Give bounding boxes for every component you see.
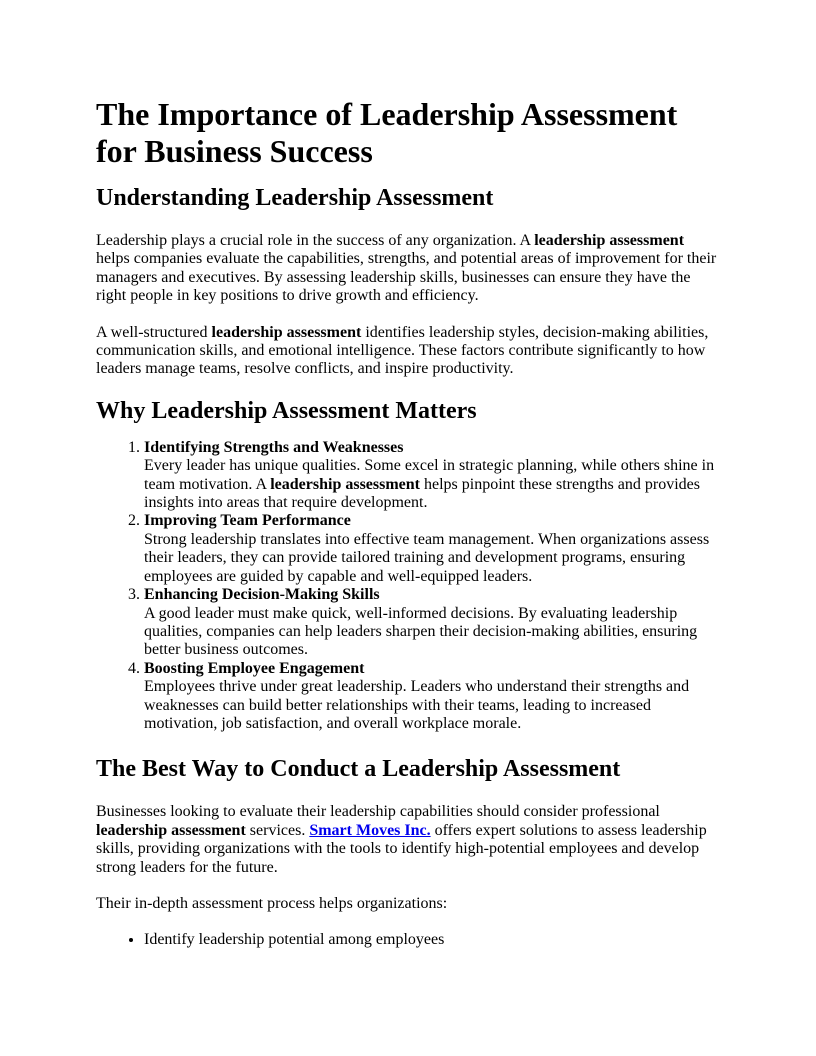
list-item-body: Employees thrive under great leadership. Leaders who understand their strengths and weaknesses can build better relationships with their teams, leading to increased motivation, job satisfaction, and overall workplace morale. xyxy=(144,678,690,732)
list-item-title: 1. Identifying Strengths and Weaknesses xyxy=(144,438,404,456)
paragraph-intro xyxy=(96,232,720,306)
list-item xyxy=(144,660,720,734)
list-item-body: A good leader must make quick, well-informed decisions. By evaluating leadership qualities, companies can help leaders sharpen their decision-making abilities, ensuring better business outcomes. xyxy=(144,604,698,659)
list-item-title: 3. Enhancing Decision-Making Skills xyxy=(144,586,380,604)
reasons-list xyxy=(96,439,720,734)
page-title: The Importance of Leadership Assessment for Business Success xyxy=(96,96,678,169)
list-item-title: 2. Improving Team Performance xyxy=(144,512,351,530)
list-item xyxy=(144,586,720,660)
keyword-bold: leadership assessment xyxy=(211,323,362,341)
text-run: offers expert solutions to assess leadership skills, providing organizations with the tools to identify high-potential employees and develop strong leaders for the future. xyxy=(96,821,707,876)
list-item xyxy=(144,439,720,513)
list-item-body: Strong leadership translates into effective team management. When organizations assess their leaders, they can provide tailored training and development programs, ensuring employees are guided by capable and well-equipped leaders. xyxy=(144,530,710,585)
keyword-bold: leadership assessment xyxy=(534,232,685,249)
text-run: Businesses looking to evaluate their leadership capabilities should consider professional xyxy=(96,803,660,821)
section-heading-why-matters: Why Leadership Assessment Matters xyxy=(96,397,477,424)
text-run: helps companies evaluate the capabilities, strengths, and potential areas of improvement for their managers and executives. By assessing leadership skills, businesses can ensure they have the right people in key positions to drive growth and efficiency. xyxy=(96,250,717,305)
text-run: services. xyxy=(245,821,310,839)
text-run: helps pinpoint these strengths and provides insights into areas that require development. xyxy=(144,475,700,512)
document-page xyxy=(96,96,720,950)
text-run: identifies leadership styles, decision-making abilities, communication skills, and emotional intelligence. These factors contribute significantly to how leaders manage teams, resolve conflicts, and inspire productivity. xyxy=(96,323,709,378)
section-heading-best-way: The Best Way to Conduct a Leadership Assessment xyxy=(96,756,621,783)
paragraph-structure xyxy=(96,324,720,379)
list-item-body xyxy=(144,457,720,512)
keyword-bold: leadership assessment xyxy=(96,821,246,839)
bullet-item: • Identify leadership potential among employees xyxy=(144,931,720,949)
text-run: Leadership plays a crucial role in the success of any organization. A xyxy=(96,232,535,249)
bullet-list xyxy=(96,931,720,949)
paragraph-process: Their in-depth assessment process helps organizations: xyxy=(96,894,448,912)
keyword-bold: leadership assessment xyxy=(270,475,420,493)
list-item xyxy=(144,512,720,586)
list-item-title: 4. Boosting Employee Engagement xyxy=(144,659,365,677)
text-run: Every leader has unique qualities. Some excel in strategic planning, while others shine in team motivation. A xyxy=(144,457,715,493)
smart-moves-link[interactable]: Smart Moves Inc. xyxy=(309,821,431,839)
section-heading-understanding: Understanding Leadership Assessment xyxy=(96,185,494,211)
paragraph-services xyxy=(96,803,720,877)
text-run: A well-structured xyxy=(96,323,212,341)
